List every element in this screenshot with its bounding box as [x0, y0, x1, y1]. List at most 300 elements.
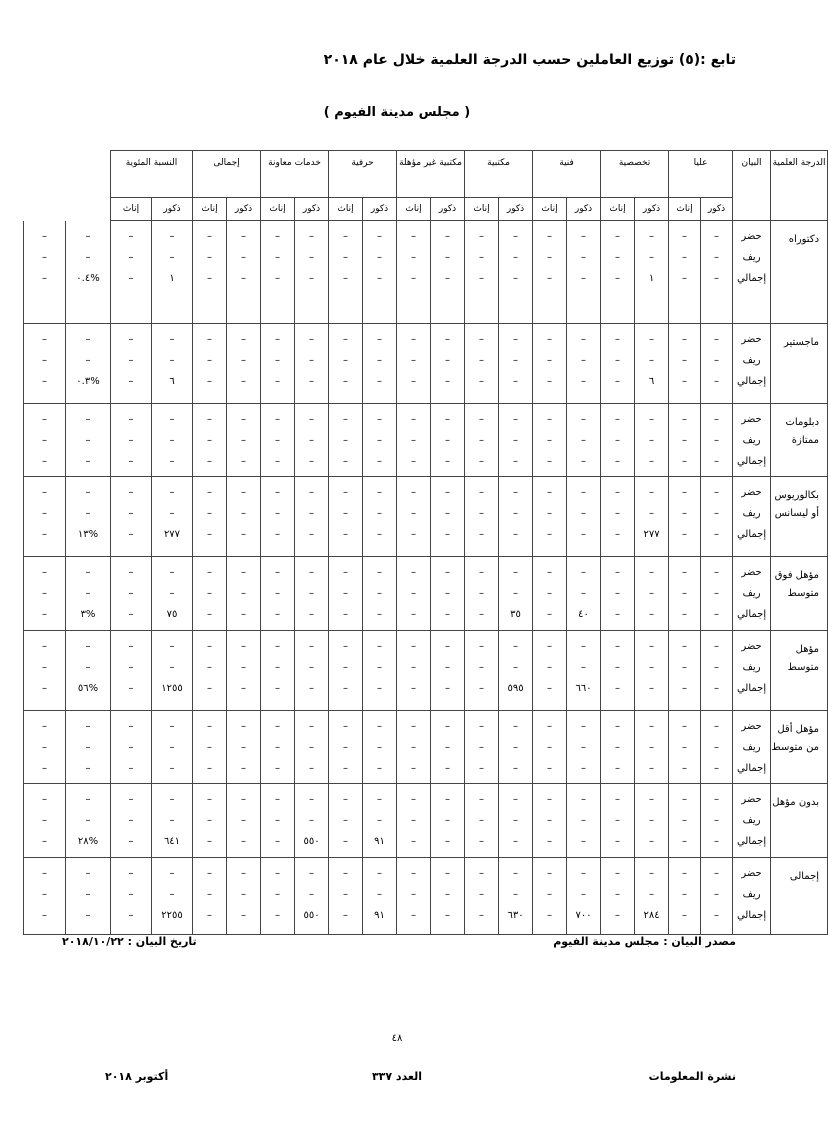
urban-value: –	[513, 868, 519, 879]
urban-value: –	[309, 868, 315, 879]
urban-value: –	[42, 414, 47, 425]
urban-value: –	[128, 334, 134, 345]
value-cell	[567, 477, 601, 557]
value-cell	[261, 324, 295, 404]
total-value: –	[241, 456, 247, 467]
header-grade: الدرجة العلمية	[771, 151, 828, 221]
value-cell	[601, 324, 635, 404]
total-value: –	[479, 529, 485, 540]
urban-value: –	[615, 794, 621, 805]
urban-value: –	[275, 868, 281, 879]
value-cell	[397, 784, 431, 858]
total-value: –	[445, 376, 451, 387]
urban-value: –	[309, 567, 315, 578]
rural-value: –	[445, 588, 451, 599]
rural-value: –	[649, 508, 655, 519]
total-value: –	[241, 376, 247, 387]
row-label: حضر	[741, 567, 762, 578]
urban-value: –	[309, 414, 315, 425]
urban-value: –	[128, 231, 134, 242]
rural-value: –	[411, 889, 417, 900]
rural-value: –	[309, 742, 315, 753]
rural-value: –	[42, 588, 47, 599]
rural-value: –	[343, 662, 349, 673]
urban-value: –	[547, 641, 553, 652]
value-cell	[635, 324, 669, 404]
total-value: –	[445, 683, 451, 694]
value-cell	[635, 858, 669, 935]
rural-value: –	[85, 251, 91, 263]
urban-value: –	[207, 414, 212, 425]
rural-value: –	[682, 252, 688, 263]
urban-value: –	[128, 567, 134, 578]
urban-value: –	[85, 487, 91, 498]
value-cell	[465, 631, 499, 711]
value-cell	[397, 404, 431, 477]
urban-value: –	[445, 567, 451, 578]
total-value: –	[411, 609, 417, 620]
header-male: ذكور	[701, 198, 733, 221]
footer-publication: نشرة المعلومات	[648, 1070, 736, 1083]
urban-value: –	[581, 721, 587, 732]
value-cell	[24, 324, 66, 404]
urban-value: –	[128, 414, 134, 425]
row-label: ريف	[742, 889, 761, 900]
total-value: ٥٩٥	[507, 683, 524, 694]
table-row	[24, 557, 828, 631]
rural-value: –	[547, 252, 553, 263]
total-value: –	[207, 836, 212, 847]
total-value: –	[615, 763, 621, 774]
rural-value: –	[128, 815, 134, 826]
urban-value: –	[615, 868, 621, 879]
urban-value: –	[682, 868, 688, 879]
total-value: –	[547, 529, 553, 540]
urban-value: –	[309, 794, 315, 805]
total-value: –	[513, 456, 519, 467]
urban-value: –	[241, 231, 247, 242]
total-value: –	[547, 683, 553, 694]
rural-value: –	[513, 662, 519, 673]
total-value: ٧٥	[166, 609, 178, 620]
value-cell	[431, 477, 465, 557]
rural-value: –	[207, 252, 212, 263]
urban-value: –	[241, 794, 247, 805]
value-cell	[66, 477, 111, 557]
urban-value: –	[207, 567, 212, 578]
total-value: –	[377, 763, 383, 774]
total-value: –	[343, 273, 349, 284]
total-value: ٩١	[374, 836, 385, 847]
total-value: –	[649, 683, 655, 694]
rural-value: –	[85, 435, 91, 446]
value-cell	[635, 557, 669, 631]
rural-value: –	[377, 588, 383, 599]
total-value: –	[649, 609, 655, 620]
value-cell	[193, 711, 227, 784]
table-row	[24, 404, 828, 477]
rural-value: –	[479, 252, 485, 263]
urban-value: –	[714, 868, 720, 879]
urban-value: –	[241, 641, 247, 652]
header-row-gender	[24, 198, 828, 221]
urban-value: –	[479, 567, 485, 578]
urban-value: –	[42, 868, 47, 879]
total-value: –	[479, 683, 485, 694]
urban-value: –	[275, 641, 281, 652]
rural-value: –	[343, 815, 349, 826]
total-value: –	[649, 836, 655, 847]
value-cell	[465, 557, 499, 631]
rural-value: –	[241, 815, 247, 826]
urban-value: –	[169, 334, 175, 345]
value-cell	[193, 631, 227, 711]
rural-value: –	[547, 662, 553, 673]
footer-date: أكتوبر ٢٠١٨	[105, 1070, 169, 1083]
total-value: –	[547, 910, 553, 921]
value-cell	[295, 858, 329, 935]
rural-value: –	[241, 662, 247, 673]
row-label: حضر	[741, 794, 762, 805]
rural-value: –	[275, 508, 281, 519]
rural-value: –	[241, 252, 247, 263]
total-value: –	[343, 910, 349, 921]
total-value: –	[241, 683, 247, 694]
rural-value: –	[615, 662, 621, 673]
total-value: –	[241, 836, 247, 847]
total-value: –	[479, 273, 485, 284]
urban-value: –	[649, 721, 655, 732]
value-cell	[329, 784, 363, 858]
grade-cell: إجمالى	[771, 858, 828, 935]
value-cell	[499, 324, 533, 404]
urban-value: –	[377, 868, 383, 879]
value-cell	[261, 404, 295, 477]
value-cell	[111, 858, 152, 935]
value-cell	[669, 557, 701, 631]
value-cell	[24, 631, 66, 711]
urban-value: –	[581, 794, 587, 805]
header-male: ذكور	[499, 198, 533, 221]
value-cell	[193, 324, 227, 404]
urban-value: –	[682, 231, 688, 242]
urban-value: –	[85, 414, 91, 425]
urban-value: –	[714, 487, 720, 498]
rural-value: –	[682, 588, 688, 599]
rural-value: –	[85, 588, 91, 599]
total-value: –	[275, 683, 281, 694]
header-group: تخصصية	[601, 151, 669, 198]
rural-value: –	[85, 742, 91, 753]
urban-value: –	[581, 567, 587, 578]
total-value: ٥٥٠	[303, 910, 320, 921]
total-value: %٥٦	[77, 683, 99, 694]
urban-value: –	[85, 721, 91, 732]
rural-value: –	[85, 889, 91, 900]
value-cell	[66, 221, 111, 324]
total-value: –	[547, 376, 553, 387]
total-value: –	[377, 609, 383, 620]
value-cell	[111, 324, 152, 404]
total-value: –	[275, 609, 281, 620]
total-value: –	[241, 910, 247, 921]
urban-value: –	[682, 641, 688, 652]
rural-value: –	[169, 588, 175, 599]
urban-value: –	[682, 567, 688, 578]
urban-value: –	[343, 641, 349, 652]
value-cell	[635, 631, 669, 711]
value-cell	[701, 477, 733, 557]
total-value: –	[714, 456, 720, 467]
urban-value: –	[241, 414, 247, 425]
urban-value: –	[343, 868, 349, 879]
total-value: –	[615, 456, 621, 467]
total-value: –	[411, 683, 417, 694]
total-value: –	[714, 609, 720, 620]
table-row	[24, 477, 828, 557]
urban-value: –	[207, 794, 212, 805]
urban-value: –	[169, 414, 175, 425]
value-cell	[24, 404, 66, 477]
header-item: البيان	[733, 151, 771, 221]
urban-value: –	[547, 487, 553, 498]
value-cell	[701, 784, 733, 858]
total-value: –	[207, 910, 212, 921]
urban-value: –	[682, 794, 688, 805]
rural-value: –	[343, 588, 349, 599]
total-value: –	[128, 529, 134, 540]
total-value: –	[547, 609, 553, 620]
total-value: –	[42, 683, 47, 694]
total-value: –	[615, 836, 621, 847]
value-cell	[635, 404, 669, 477]
rural-value: –	[42, 355, 47, 366]
urban-value: –	[445, 641, 451, 652]
rural-value: –	[547, 435, 553, 446]
urban-value: –	[128, 794, 134, 805]
rural-value: –	[309, 252, 315, 263]
urban-value: –	[377, 231, 383, 242]
row-label: ريف	[742, 355, 761, 366]
total-value: –	[275, 836, 281, 847]
header-group: عليا	[669, 151, 733, 198]
rural-value: –	[615, 252, 621, 263]
total-value: –	[479, 836, 485, 847]
total-value: –	[85, 456, 91, 467]
urban-value: –	[615, 641, 621, 652]
urban-value: –	[241, 868, 247, 879]
rural-value: –	[207, 435, 212, 446]
value-cell	[669, 631, 701, 711]
urban-value: –	[581, 414, 587, 425]
total-value: –	[377, 376, 383, 387]
urban-value: –	[714, 794, 720, 805]
rural-value: –	[682, 889, 688, 900]
value-cell	[431, 557, 465, 631]
total-value: %١٣	[77, 529, 99, 540]
urban-value: –	[649, 487, 655, 498]
row-label: إجمالي	[736, 683, 767, 694]
urban-value: –	[275, 487, 281, 498]
total-value: –	[682, 609, 688, 620]
urban-value: –	[309, 231, 315, 242]
value-cell	[567, 557, 601, 631]
rural-value: –	[615, 435, 621, 446]
rural-value: –	[377, 435, 383, 446]
rural-value: –	[309, 588, 315, 599]
value-cell	[567, 631, 601, 711]
rural-value: –	[615, 355, 621, 366]
total-value: –	[309, 456, 315, 467]
urban-value: –	[445, 334, 451, 345]
urban-value: –	[207, 334, 212, 345]
value-cell	[363, 557, 397, 631]
rural-value: –	[615, 508, 621, 519]
value-cell	[329, 221, 363, 324]
rural-value: –	[241, 742, 247, 753]
value-cell	[66, 784, 111, 858]
rural-value: –	[309, 355, 315, 366]
rural-value: –	[128, 588, 134, 599]
urban-value: –	[42, 230, 47, 242]
urban-value: –	[581, 868, 587, 879]
row-labels-cell	[733, 404, 771, 477]
total-value: –	[169, 456, 175, 467]
rural-value: –	[649, 588, 655, 599]
rural-value: –	[445, 508, 451, 519]
urban-value: –	[42, 794, 47, 805]
rural-value: –	[615, 588, 621, 599]
rural-value: –	[581, 662, 587, 673]
value-cell	[567, 711, 601, 784]
rural-value: –	[682, 742, 688, 753]
urban-value: –	[445, 868, 451, 879]
total-value: –	[128, 683, 134, 694]
rural-value: –	[85, 662, 91, 673]
value-cell	[499, 858, 533, 935]
total-value: –	[309, 376, 315, 387]
total-value: –	[445, 609, 451, 620]
rural-value: –	[445, 662, 451, 673]
value-cell	[152, 858, 193, 935]
rural-value: –	[309, 662, 315, 673]
urban-value: –	[42, 334, 47, 345]
rural-value: –	[411, 355, 417, 366]
total-value: –	[343, 836, 349, 847]
rural-value: –	[411, 742, 417, 753]
value-cell	[397, 221, 431, 324]
row-label: حضر	[741, 641, 762, 652]
rural-value: –	[682, 815, 688, 826]
urban-value: –	[411, 231, 417, 242]
value-cell	[193, 221, 227, 324]
total-value: –	[682, 763, 688, 774]
data-date: تاريخ البيان : ٢٠١٨/١٠/٢٢	[62, 935, 197, 948]
value-cell	[701, 631, 733, 711]
value-cell	[465, 784, 499, 858]
total-value: ٩١	[374, 910, 385, 921]
urban-value: –	[85, 567, 91, 578]
rural-value: –	[85, 355, 91, 366]
urban-value: –	[411, 334, 417, 345]
value-cell	[669, 404, 701, 477]
rural-value: –	[309, 889, 315, 900]
table-body	[24, 221, 828, 935]
rural-value: –	[411, 662, 417, 673]
total-value: –	[128, 273, 134, 284]
value-cell	[567, 784, 601, 858]
value-cell	[261, 631, 295, 711]
rural-value: –	[207, 508, 212, 519]
urban-value: –	[547, 334, 553, 345]
value-cell	[152, 404, 193, 477]
value-cell	[465, 324, 499, 404]
total-value: –	[275, 763, 281, 774]
rural-value: –	[411, 435, 417, 446]
header-group: مكتبية	[465, 151, 533, 198]
rural-value: –	[513, 355, 519, 366]
value-cell	[363, 631, 397, 711]
value-cell	[152, 711, 193, 784]
value-cell	[295, 631, 329, 711]
rural-value: –	[479, 435, 485, 446]
total-value: ٦٤١	[163, 836, 181, 847]
value-cell	[295, 477, 329, 557]
total-value: –	[42, 529, 47, 540]
total-value: –	[479, 456, 485, 467]
total-value: –	[411, 836, 417, 847]
value-cell	[111, 477, 152, 557]
rural-value: –	[343, 435, 349, 446]
rural-value: –	[377, 815, 383, 826]
rural-value: –	[343, 252, 349, 263]
total-value: –	[411, 456, 417, 467]
row-labels-cell	[733, 858, 771, 935]
total-value: –	[42, 376, 47, 387]
urban-value: –	[42, 567, 47, 578]
urban-value: –	[85, 334, 91, 345]
total-value: ٥٥٠	[303, 836, 320, 847]
total-value: –	[714, 529, 720, 540]
total-value: –	[682, 836, 688, 847]
row-label: ريف	[742, 435, 761, 446]
urban-value: –	[682, 414, 688, 425]
urban-value: –	[445, 794, 451, 805]
rural-value: –	[513, 508, 519, 519]
urban-value: –	[343, 567, 349, 578]
total-value: –	[445, 836, 451, 847]
rural-value: –	[581, 252, 587, 263]
total-value: –	[615, 273, 621, 284]
total-value: ٦	[648, 376, 655, 387]
grade-cell: دبلومات ممتازة	[771, 404, 828, 477]
total-value: –	[128, 376, 134, 387]
value-cell	[66, 404, 111, 477]
header-male: ذكور	[152, 198, 193, 221]
urban-value: –	[169, 868, 175, 879]
value-cell	[465, 221, 499, 324]
rural-value: –	[714, 252, 720, 263]
rural-value: –	[128, 662, 134, 673]
total-value: –	[479, 910, 485, 921]
value-cell	[533, 404, 567, 477]
header-group: فنية	[533, 151, 601, 198]
table-row	[24, 631, 828, 711]
rural-value: –	[581, 508, 587, 519]
value-cell	[111, 221, 152, 324]
rural-value: –	[85, 508, 91, 519]
value-cell	[329, 631, 363, 711]
